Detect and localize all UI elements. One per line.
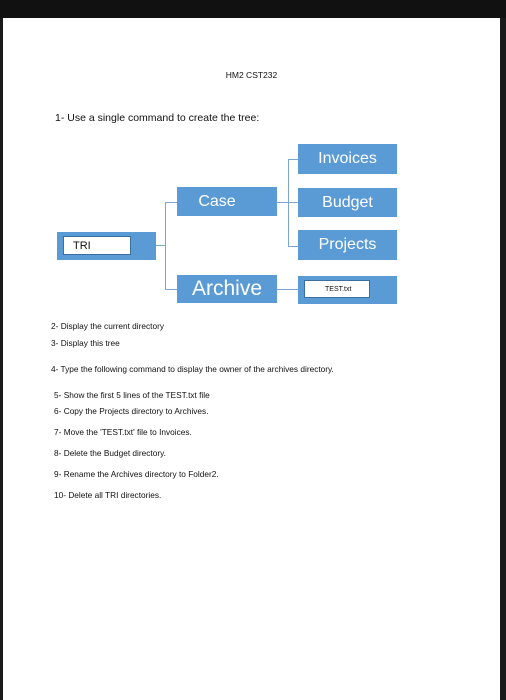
connector-root-stub [156,245,165,246]
node-invoices: Invoices [298,144,397,174]
list-item: 2- Display the current directory [51,321,164,331]
node-tri-label: TRI [63,236,131,255]
question-1: 1- Use a single command to create the tree: [55,112,260,124]
connector-case-stub [277,202,288,203]
document-page [3,18,500,700]
list-item: 3- Display this tree [51,338,120,348]
node-archive: Archive [177,275,277,303]
list-item: 4- Type the following command to display the owner of the archives directory. [51,364,334,374]
list-item: 10- Delete all TRI directories. [54,490,162,500]
connector-root-trunk [165,202,166,290]
list-item: 8- Delete the Budget directory. [54,448,166,458]
node-test-file-label: TEST.txt [304,280,370,298]
window-top-bar [0,0,506,18]
connector-case-projects [288,246,298,247]
node-projects: Projects [298,230,397,260]
connector-archive-test [277,289,298,290]
connector-root-case [165,202,177,203]
list-item: 6- Copy the Projects directory to Archives. [54,406,209,416]
connector-case-invoices [288,159,298,160]
node-case: Case [177,187,277,216]
node-budget: Budget [298,188,397,217]
connector-root-archive [165,289,177,290]
node-test-file [298,276,397,304]
list-item: 7- Move the 'TEST.txt' file to Invoices. [54,427,192,437]
connector-case-trunk [288,159,289,247]
list-item: 9- Rename the Archives directory to Folder2. [54,469,219,479]
document-header: HM2 CST232 [225,70,278,80]
connector-case-budget [288,202,298,203]
list-item: 5- Show the first 5 lines of the TEST.txt file [54,390,210,400]
node-tri [57,232,156,260]
